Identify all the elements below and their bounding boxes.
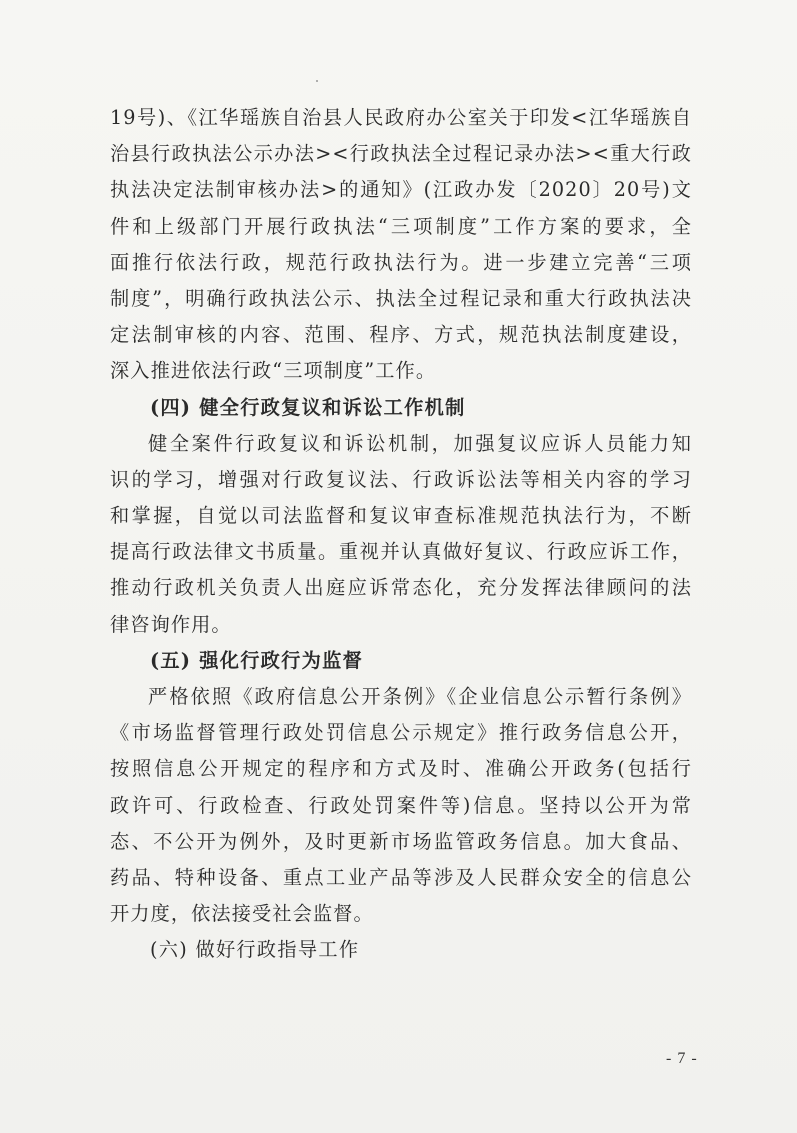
paragraph-5-line-3: 按照信息公开规定的程序和方式及时、准确公开政务(包括行 [110, 757, 692, 781]
paragraph-4-line-3: 和掌握，自觉以司法监督和复议审查标准规范执法行为，不断 [110, 504, 692, 528]
section-heading-5: (五) 强化行政行为监督 [150, 648, 364, 672]
paragraph-4-line-2: 识的学习，增强对行政复议法、行政诉讼法等相关内容的学习 [110, 467, 692, 491]
section-heading-6: (六) 做好行政指导工作 [150, 938, 360, 962]
scan-dot [316, 80, 318, 82]
paragraph-1-line-1: 19号)、《江华瑶族自治县人民政府办公室关于印发<江华瑶族自 [110, 106, 692, 129]
paragraph-4-line-1: 健全案件行政复议和诉讼机制，加强复议应诉人员能力知 [148, 431, 692, 455]
paragraph-1-line-7: 定法制审核的内容、范围、程序、方式，规范执法制度建设， [110, 323, 692, 347]
paragraph-5-line-5: 态、不公开为例外，及时更新市场监管政务信息。加大食品、 [110, 829, 692, 853]
paragraph-1-line-4: 件和上级部门开展行政执法“三项制度”工作方案的要求，全 [110, 214, 692, 238]
paragraph-4-line-5: 推动行政机关负责人出庭应诉常态化，充分发挥法律顾问的法 [110, 576, 692, 600]
paragraph-1-line-8: 深入推进依法行政“三项制度”工作。 [110, 359, 437, 383]
page-number: - 7 - [666, 1050, 698, 1067]
paragraph-1-line-6: 制度”，明确行政执法公示、执法全过程记录和重大行政执法决 [110, 286, 692, 310]
paragraph-4-line-6: 律咨询作用。 [110, 612, 232, 636]
paragraph-1-line-3: 执法决定法制审核办法>的通知》(江政办发〔2020〕20号)文 [110, 178, 692, 202]
document-body [110, 100, 692, 969]
paragraph-1-line-2: 治县行政执法公示办法><行政执法全过程记录办法><重大行政 [110, 142, 692, 166]
paragraph-5-line-1: 严格依照《政府信息公开条例》《企业信息公示暂行条例》 [148, 685, 692, 708]
paragraph-5-line-4: 政许可、行政检查、行政处罚案件等)信息。坚持以公开为常 [110, 793, 692, 817]
section-heading-4: (四) 健全行政复议和诉讼工作机制 [150, 395, 466, 419]
paragraph-5-line-7: 开力度，依法接受社会监督。 [110, 902, 374, 926]
paragraph-1-line-5: 面推行依法行政，规范行政执法行为。进一步建立完善“三项 [110, 250, 692, 274]
paragraph-5-line-2: 《市场监督管理行政处罚信息公示规定》推行政务信息公开， [110, 721, 692, 745]
paragraph-4-line-4: 提高行政法律文书质量。重视并认真做好复议、行政应诉工作， [110, 540, 692, 564]
paragraph-5-line-6: 药品、特种设备、重点工业产品等涉及人民群众安全的信息公 [110, 865, 692, 889]
